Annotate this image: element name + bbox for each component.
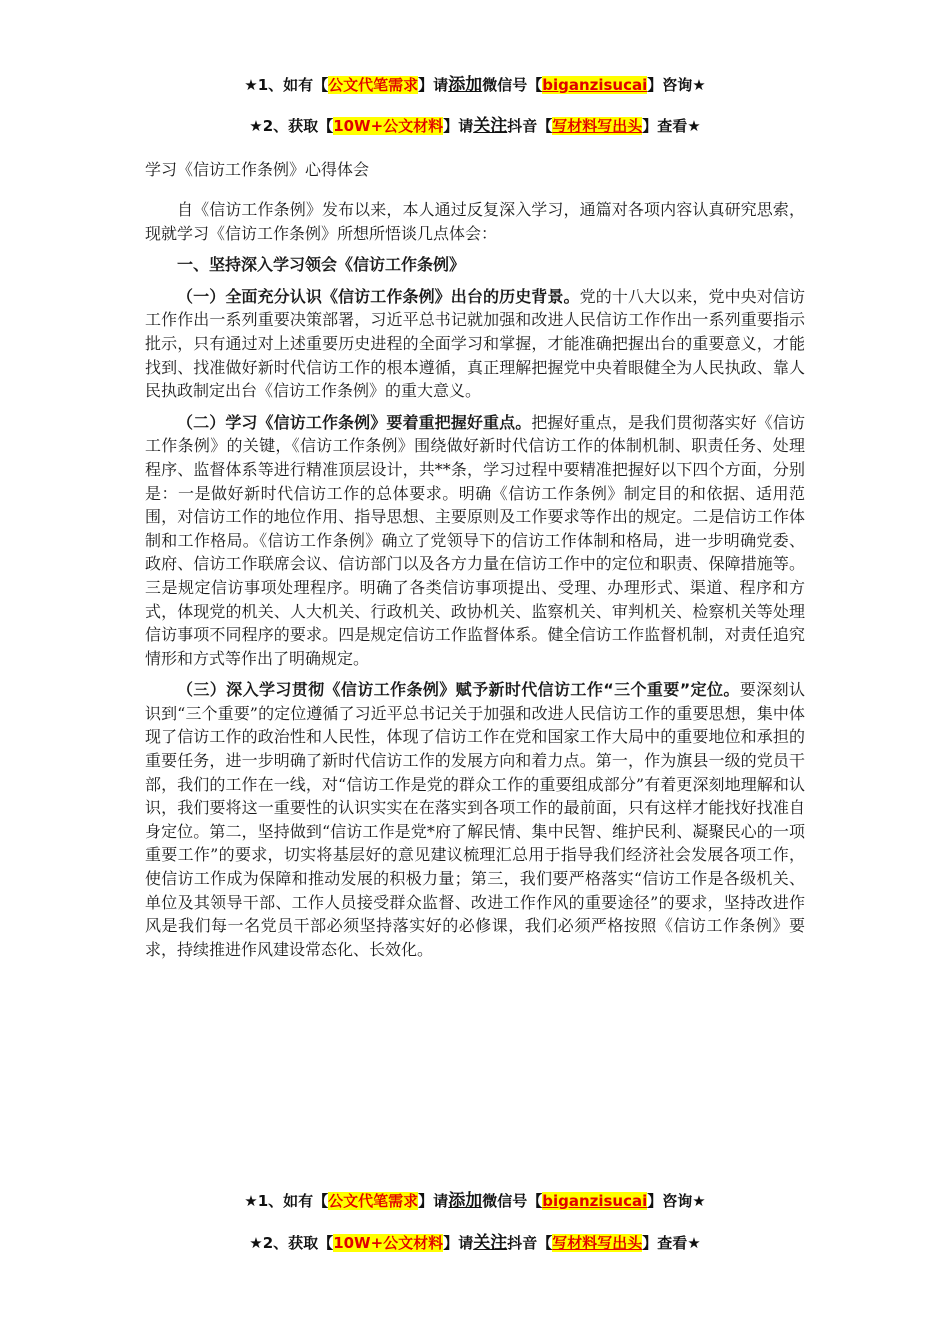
- promo-text: 】咨询★: [647, 1192, 706, 1210]
- promo-text: 】咨询★: [647, 76, 706, 94]
- promo-line-2-top: [0, 111, 950, 136]
- paragraph-2-body: 把握好重点，是我们贯彻落实好《信访工作条例》的关键，《信访工作条例》围绕做好新时代信访工作的体制机制、职责任务、处理程序、监督体系等进行精准顶层设计，共**条，学习过程中要精准把握好以下四个方面，分别是：一是做好新时代信访工作的总体要求。明确《信访工作条例》制定目的和依据、适用范围，对信访工作的地位作用、指导思想、主要原则及工作要求等作出的规定。二是信访工作体制和工作格局。《信访工作条例》确立了党领导下的信访工作体制和格局，进一步明确党委、政府、信访工作联席会议、信访部门以及各方力量在信访工作中的定位和职责、保障措施等。三是规定信访事项处理程序。明确了各类信访事项提出、受理、办理形式、渠道、程序和方式，体现党的机关、人大机关、行政机关、政协机关、监察机关、审判机关、检察机关等处理信访事项不同程序的要求。四是规定信访工作监督体系。健全信访工作监督机制，对责任追究情形和方式等作出了明确规定。: [145, 412, 805, 668]
- promo-text: 微信号【: [482, 1192, 543, 1210]
- promo-text: ★2、获取【: [249, 117, 334, 135]
- paragraph-3: [145, 678, 805, 961]
- document-title: 学习《信访工作条例》心得体会: [145, 160, 370, 179]
- promo-text: ★2、获取【: [249, 1234, 334, 1252]
- promo-highlight: 公文代笔需求: [328, 76, 419, 94]
- promo-text: 】查看★: [642, 117, 701, 135]
- douyin-id-highlight: 写材料写出头: [552, 1234, 643, 1252]
- promo-highlight: 10W+公文材料: [333, 117, 444, 135]
- wechat-id-highlight: biganzisucai: [542, 76, 648, 94]
- promo-emphasis: 添加: [448, 1191, 483, 1211]
- promo-text: 】查看★: [642, 1234, 701, 1252]
- section-heading: 一、坚持深入学习领会《信访工作条例》: [177, 255, 466, 275]
- promo-text: 抖音【: [507, 1234, 553, 1252]
- promo-text: 微信号【: [482, 76, 543, 94]
- paragraph-2: [145, 411, 805, 671]
- promo-text: ★1、如有【: [244, 1192, 329, 1210]
- paragraph-1-body: 党的十八大以来，党中央对信访工作作出一系列重要决策部署，习近平总书记就加强和改进人民信访工作作出一系列重要指示批示，只有通过对上述重要历史进程的全面学习和掌握，才能准确把握出台的重要意义，才能找到、找准做好新时代信访工作的根本遵循，真正理解把握党中央着眼健全为人民执政、靠人民执政制定出台《信访工作条例》的重大意义。: [145, 286, 805, 401]
- intro-paragraph: 自《信访工作条例》发布以来，本人通过反复深入学习，通篇对各项内容认真研究思索，现就学习《信访工作条例》所想所悟谈几点体会：: [145, 200, 805, 243]
- promo-text: 】请: [418, 1192, 449, 1210]
- douyin-id-highlight: 写材料写出头: [552, 117, 643, 135]
- promo-text: 】请: [443, 1234, 474, 1252]
- paragraph-3-lead: （三）深入学习贯彻《信访工作条例》赋予新时代信访工作“三个重要”定位。: [177, 680, 740, 700]
- promo-line-1-top: [0, 70, 950, 95]
- promo-line-1-bottom: [0, 1186, 950, 1211]
- promo-emphasis: 关注: [473, 1233, 508, 1253]
- paragraph-1: [145, 285, 805, 403]
- promo-highlight: 10W+公文材料: [333, 1234, 444, 1252]
- document-body: [145, 198, 805, 969]
- paragraph-2-lead: （二）学习《信访工作条例》要着重把握好重点。: [177, 412, 532, 432]
- promo-text: 】请: [418, 76, 449, 94]
- paragraph-3-body: 要深刻认识到“三个重要”的定位遵循了习近平总书记关于加强和改进人民信访工作的重要思想，集中体现了信访工作的政治性和人民性，体现了信访工作在党和国家工作大局中的重要地位和承担的重要任务，进一步明确了新时代信访工作的发展方向和着力点。第一，作为旗县一级的党员干部，我们的工作在一线，对“信访工作是党的群众工作的重要组成部分”有着更深刻地理解和认识，我们要将这一重要性的认识实实在在落实到各项工作的最前面，只有这样才能找好找准自身定位。第二，坚持做到“信访工作是党*府了解民情、集中民智、维护民利、凝聚民心的一项重要工作”的要求，切实将基层好的意见建议梳理汇总用于指导我们经济社会发展各项工作，使信访工作成为保障和推动发展的积极力量；第三，我们要严格落实“信访工作是各级机关、单位及其领导干部、工作人员接受群众监督、改进工作作风的重要途径”的要求，坚持改进作风是我们每一名党员干部必须坚持落实好的必修课，我们必须严格按照《信访工作条例》要求，持续推进作风建设常态化、长效化。: [145, 680, 805, 959]
- promo-text: 】请: [443, 117, 474, 135]
- promo-line-2-bottom: [0, 1228, 950, 1253]
- promo-emphasis: 关注: [473, 116, 508, 136]
- promo-text: 抖音【: [507, 117, 553, 135]
- wechat-id-highlight: biganzisucai: [542, 1192, 648, 1210]
- promo-highlight: 公文代笔需求: [328, 1192, 419, 1210]
- paragraph-1-lead: （一）全面充分认识《信访工作条例》出台的历史背景。: [177, 286, 580, 306]
- promo-emphasis: 添加: [448, 75, 483, 95]
- promo-text: ★1、如有【: [244, 76, 329, 94]
